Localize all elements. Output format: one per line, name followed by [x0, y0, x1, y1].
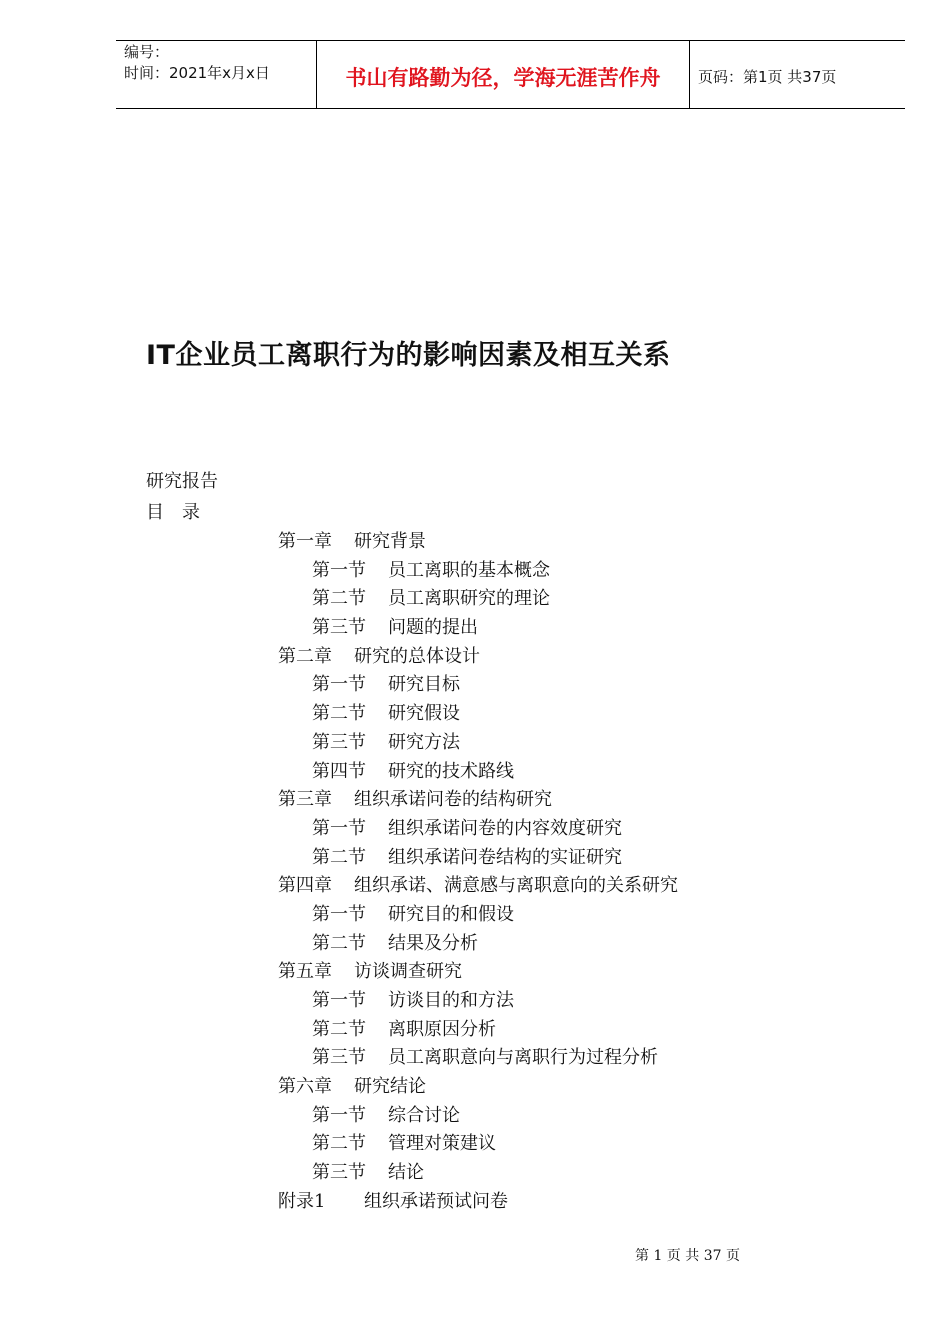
table-of-contents: [278, 528, 678, 1217]
toc-entry-text: 研究目标: [388, 674, 460, 696]
toc-entry-number: 第三节: [312, 731, 366, 753]
time-label: 时间：2021年x月x日: [124, 64, 270, 82]
toc-section: [278, 557, 678, 586]
toc-chapter: [278, 528, 678, 557]
toc-section: [278, 901, 678, 930]
toc-entry-text: 研究方法: [388, 731, 460, 753]
toc-entry-text: 离职原因分析: [388, 1018, 496, 1040]
toc-section: [278, 987, 678, 1016]
toc-entry-text: 组织承诺问卷的结构研究: [354, 789, 552, 811]
toc-section: [278, 815, 678, 844]
toc-entry-number: 第二节: [312, 1133, 366, 1155]
toc-entry-text: 研究的技术路线: [388, 760, 514, 782]
toc-chapter: [278, 958, 678, 987]
header-motto: 书山有路勤为径，学海无涯苦作舟: [316, 41, 690, 108]
toc-entry-text: 访谈调查研究: [354, 961, 462, 983]
toc-entry-number: 第四节: [312, 760, 366, 782]
toc-entry-number: 第六章: [278, 1076, 332, 1098]
toc-entry-text: 问题的提出: [388, 617, 478, 639]
document-title: IT企业员工离职行为的影响因素及相互关系: [146, 340, 671, 371]
toc-entry-text: 组织承诺、满意感与离职意向的关系研究: [354, 875, 678, 897]
toc-section: [278, 585, 678, 614]
toc-entry-text: 综合讨论: [388, 1104, 460, 1126]
toc-entry-text: 员工离职研究的理论: [388, 588, 550, 610]
toc-section: [278, 700, 678, 729]
toc-section: [278, 1159, 678, 1188]
toc-entry-number: 第二节: [312, 703, 366, 725]
toc-section: [278, 844, 678, 873]
toc-entry-number: 附录1: [278, 1190, 326, 1212]
toc-section: [278, 1130, 678, 1159]
toc-entry-number: 第三节: [312, 1047, 366, 1069]
toc-entry-number: 第一节: [312, 674, 366, 696]
toc-entry-number: 第二节: [312, 846, 366, 868]
toc-entry-text: 研究结论: [354, 1076, 426, 1098]
toc-section: [278, 1016, 678, 1045]
page-footer: 第 1 页 共 37 页: [635, 1248, 740, 1264]
toc-chapter: [278, 643, 678, 672]
toc-heading: 目录: [146, 502, 218, 523]
toc-entry-text: 组织承诺预试问卷: [364, 1190, 508, 1212]
page-header: [116, 40, 905, 109]
toc-section: [278, 729, 678, 758]
toc-entry-number: 第二节: [312, 1018, 366, 1040]
toc-entry-number: 第四章: [278, 875, 332, 897]
toc-entry-text: 结论: [388, 1162, 424, 1184]
toc-entry-number: 第一章: [278, 531, 332, 552]
toc-entry-text: 员工离职的基本概念: [388, 559, 550, 581]
header-page-info: 页码：第1页 共37页: [698, 68, 837, 86]
toc-entry-number: 第二章: [278, 645, 332, 667]
toc-section: [278, 671, 678, 700]
toc-entry-number: 第五章: [278, 961, 332, 983]
toc-entry-text: 研究假设: [388, 703, 460, 725]
toc-section: [278, 1044, 678, 1073]
toc-entry-text: 研究背景: [354, 531, 426, 552]
toc-section: [278, 1102, 678, 1131]
toc-entry-number: 第一节: [312, 817, 366, 839]
toc-entry-number: 第三节: [312, 617, 366, 639]
toc-section: [278, 930, 678, 959]
toc-chapter: [278, 786, 678, 815]
header-meta: [116, 41, 316, 108]
toc-section: [278, 614, 678, 643]
toc-entry-number: 第三节: [312, 1162, 366, 1184]
toc-entry-text: 员工离职意向与离职行为过程分析: [388, 1047, 658, 1069]
number-label: 编号：: [124, 43, 170, 61]
toc-chapter: [278, 872, 678, 901]
toc-entry-text: 访谈目的和方法: [388, 990, 514, 1011]
toc-entry-number: 第一节: [312, 559, 366, 581]
toc-entry-text: 组织承诺问卷的内容效度研究: [388, 817, 622, 839]
toc-entry-text: 研究目的和假设: [388, 903, 514, 925]
toc-entry-number: 第一节: [312, 990, 366, 1011]
toc-chapter: [278, 1073, 678, 1102]
toc-entry-text: 研究的总体设计: [354, 645, 480, 667]
toc-entry-number: 第二节: [312, 588, 366, 610]
toc-entry-number: 第一节: [312, 903, 366, 925]
toc-entry-number: 第三章: [278, 789, 332, 811]
toc-entry-text: 组织承诺问卷结构的实证研究: [388, 846, 622, 868]
toc-entry-number: 第一节: [312, 1104, 366, 1126]
toc-appendix: [278, 1188, 678, 1217]
toc-entry-number: 第二节: [312, 932, 366, 954]
report-label: 研究报告: [146, 471, 218, 492]
toc-section: [278, 758, 678, 787]
toc-entry-text: 管理对策建议: [388, 1133, 496, 1155]
toc-entry-text: 结果及分析: [388, 932, 478, 954]
